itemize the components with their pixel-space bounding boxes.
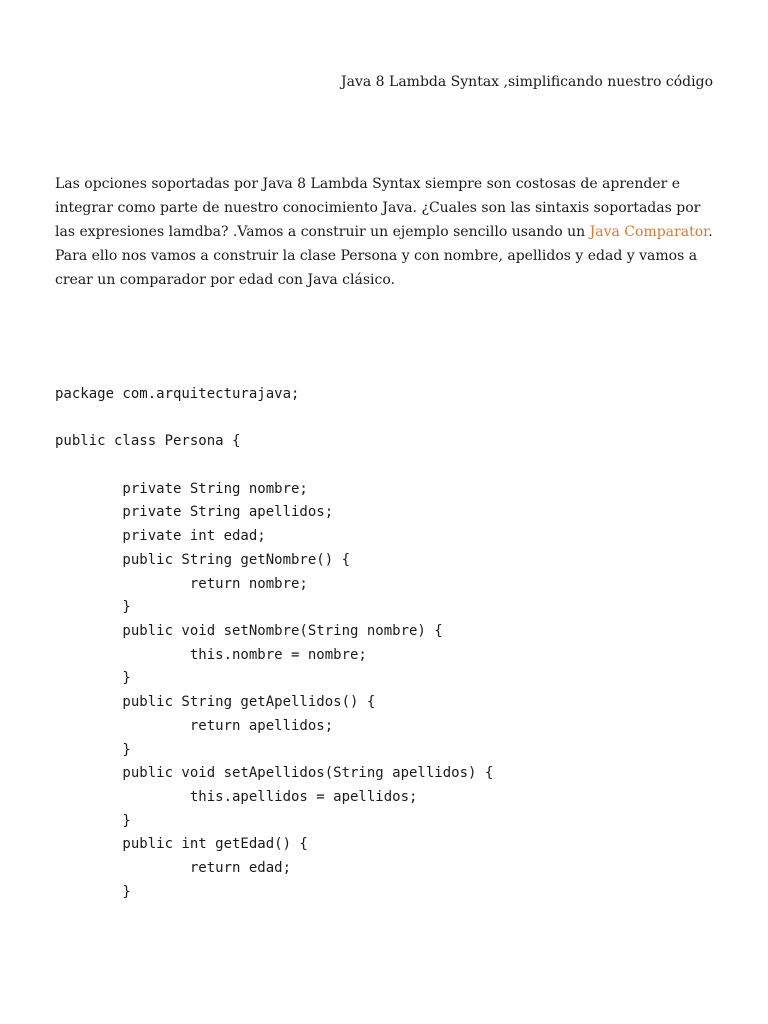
code-line: return apellidos; [55,717,334,734]
intro-line: Las opciones soportadas por Java 8 Lambda Syntax siempre son costosas de aprender e [55,176,681,192]
intro-line: crear un comparador por edad con Java clásico. [55,272,395,288]
code-line: package com.arquitecturajava; [55,386,300,402]
code-line: } [55,883,131,900]
code-line: } [55,599,131,616]
code-line: } [55,812,131,829]
code-line: this.nombre = nombre; [55,646,367,663]
intro-text: . [708,224,713,240]
code-block [55,383,493,904]
document-title: Java 8 Lambda Syntax ,simplificando nuestro código [341,74,713,90]
code-line: } [55,670,131,687]
code-line: return nombre; [55,575,308,592]
code-line [55,407,493,431]
intro-line: Para ello nos vamos a construir la clase Persona y con nombre, apellidos y edad y vamos a [55,248,698,264]
code-line: private String nombre; [55,480,308,497]
java-comparator-link[interactable]: Java Comparator [589,224,709,240]
code-line: public class Persona { [55,433,241,450]
code-line: private String apellidos; [55,504,334,521]
code-line: public int getEdad() { [55,836,308,853]
code-line: } [55,741,131,758]
code-line: public void setApellidos(String apellidos) { [55,765,494,782]
code-line: return edad; [55,860,292,877]
code-line: public String getNombre() { [55,551,351,568]
intro-line [55,220,725,244]
intro-paragraph [55,172,725,292]
intro-text: las expresiones lamdba? .Vamos a construir un ejemplo sencillo usando un [55,224,590,240]
intro-line: integrar como parte de nuestro conocimiento Java. ¿Cuales son las sintaxis soportadas por [55,200,701,216]
code-line [55,454,493,478]
code-line: private int edad; [55,528,266,545]
code-line: public void setNombre(String nombre) { [55,623,443,639]
code-line: public String getApellidos() { [55,694,376,711]
code-line: this.apellidos = apellidos; [55,788,418,805]
